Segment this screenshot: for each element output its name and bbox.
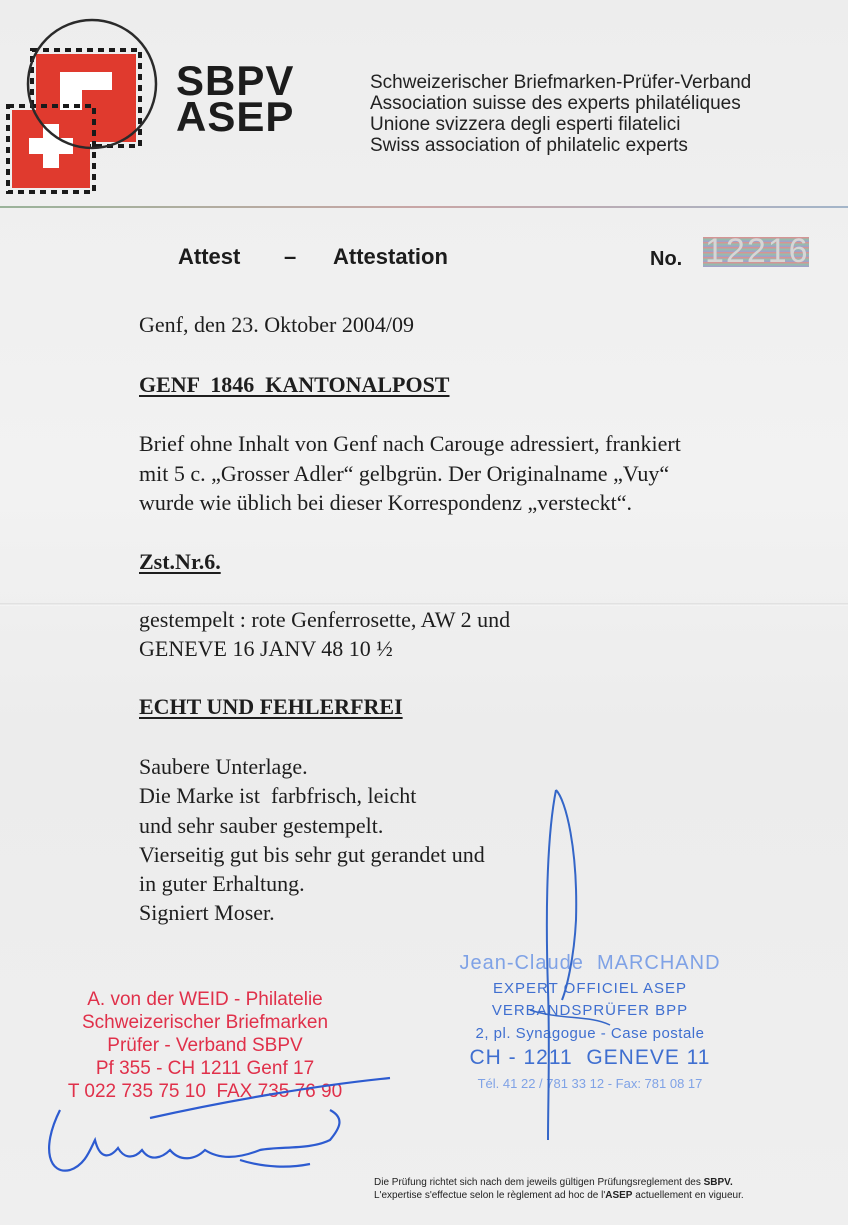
footer-line-fr-tail: actuellement en vigueur. <box>632 1190 744 1201</box>
footer-line-fr <box>374 1189 744 1202</box>
certificate-no-label: No. <box>650 248 683 270</box>
paper-fold <box>0 603 848 606</box>
dealer-line-4: Pf 355 - CH 1211 Genf 17 <box>95 1058 315 1079</box>
attest-dash: – <box>284 244 297 269</box>
dealer-line-2: Schweizerischer Briefmarken <box>81 1012 329 1033</box>
verdict: ECHT UND FEHLERFREI <box>139 694 403 719</box>
expert-address: 2, pl. Synagogue - Case postale <box>475 1025 705 1042</box>
association-names <box>370 72 751 156</box>
description-line-2: mit 5 c. „Grosser Adler“ gelbgrün. Der Originalname „Vuy“ <box>139 461 670 486</box>
dealer-stamp-red <box>40 988 370 1103</box>
dealer-line-1: A. von der WEID - Philatelie <box>87 989 323 1010</box>
footer-line-de <box>374 1176 744 1189</box>
expert-phone: Tél. 41 22 / 781 33 12 - Fax: 781 08 17 <box>477 1076 703 1091</box>
association-it: Unione svizzera degli esperti filatelici <box>370 114 681 135</box>
expert-stamp-blue <box>420 952 760 1091</box>
footer-line-de-text: Die Prüfung richtet sich nach dem jeweils gültigen Prüfungsreglement des <box>374 1177 704 1188</box>
expert-city: CH - 1211 GENEVE 11 <box>469 1046 711 1069</box>
certificate-heading: GENF 1846 KANTONALPOST <box>139 372 450 397</box>
expert-title: EXPERT OFFICIEL ASEP <box>493 980 687 997</box>
description-line-1: Brief ohne Inhalt von Genf nach Carouge adressiert, frankiert <box>139 431 681 456</box>
brand-asep: ASEP <box>176 93 295 140</box>
footer-line-fr-bold: ASEP <box>605 1190 633 1201</box>
expert-membership: VERBANDSPRÜFER BPP <box>491 1002 689 1019</box>
dealer-line-5: T 022 735 75 10 FAX 735 76 90 <box>67 1081 343 1102</box>
brand-sbpv: SBPV <box>176 57 295 104</box>
association-fr: Association suisse des experts philatéliques <box>370 93 741 114</box>
cancel-line-1: gestempelt : rote Genferrosette, AW 2 und <box>139 607 511 632</box>
footer-line-fr-text: L'expertise s'effectue selon le règlement ad hoc de l' <box>374 1190 606 1201</box>
association-en: Swiss association of philatelic experts <box>370 135 688 156</box>
attestation-label: Attestation <box>333 244 448 269</box>
condition-line-3: und sehr sauber gestempelt. <box>139 813 384 838</box>
footer-note <box>374 1176 744 1202</box>
brand-name <box>176 57 295 140</box>
expert-name: Jean-Claude MARCHAND <box>459 952 721 974</box>
description-line-3: wurde wie üblich bei dieser Korrespondenz „versteckt“. <box>139 490 632 515</box>
cancel-line-2: GENEVE 16 JANV 48 10 ½ <box>139 636 393 661</box>
condition-line-6: Signiert Moser. <box>139 900 275 925</box>
condition-line-1: Saubere Unterlage. <box>139 754 308 779</box>
date-line: Genf, den 23. Oktober 2004/09 <box>139 312 414 337</box>
footer-line-de-bold: SBPV. <box>703 1177 733 1188</box>
certificate-no-value: 12216 <box>705 232 810 270</box>
association-de: Schweizerischer Briefmarken-Prüfer-Verband <box>370 72 752 93</box>
header-divider <box>0 206 848 208</box>
attest-label: Attest <box>178 244 241 269</box>
sbpv-logo-icon <box>0 14 170 194</box>
condition-line-4: Vierseitig gut bis sehr gut gerandet und <box>139 842 485 867</box>
condition-line-5: in guter Erhaltung. <box>139 871 305 896</box>
catalog-number: Zst.Nr.6. <box>139 549 221 574</box>
dealer-line-3: Prüfer - Verband SBPV <box>107 1035 303 1056</box>
condition-line-2: Die Marke ist farbfrisch, leicht <box>139 783 417 808</box>
